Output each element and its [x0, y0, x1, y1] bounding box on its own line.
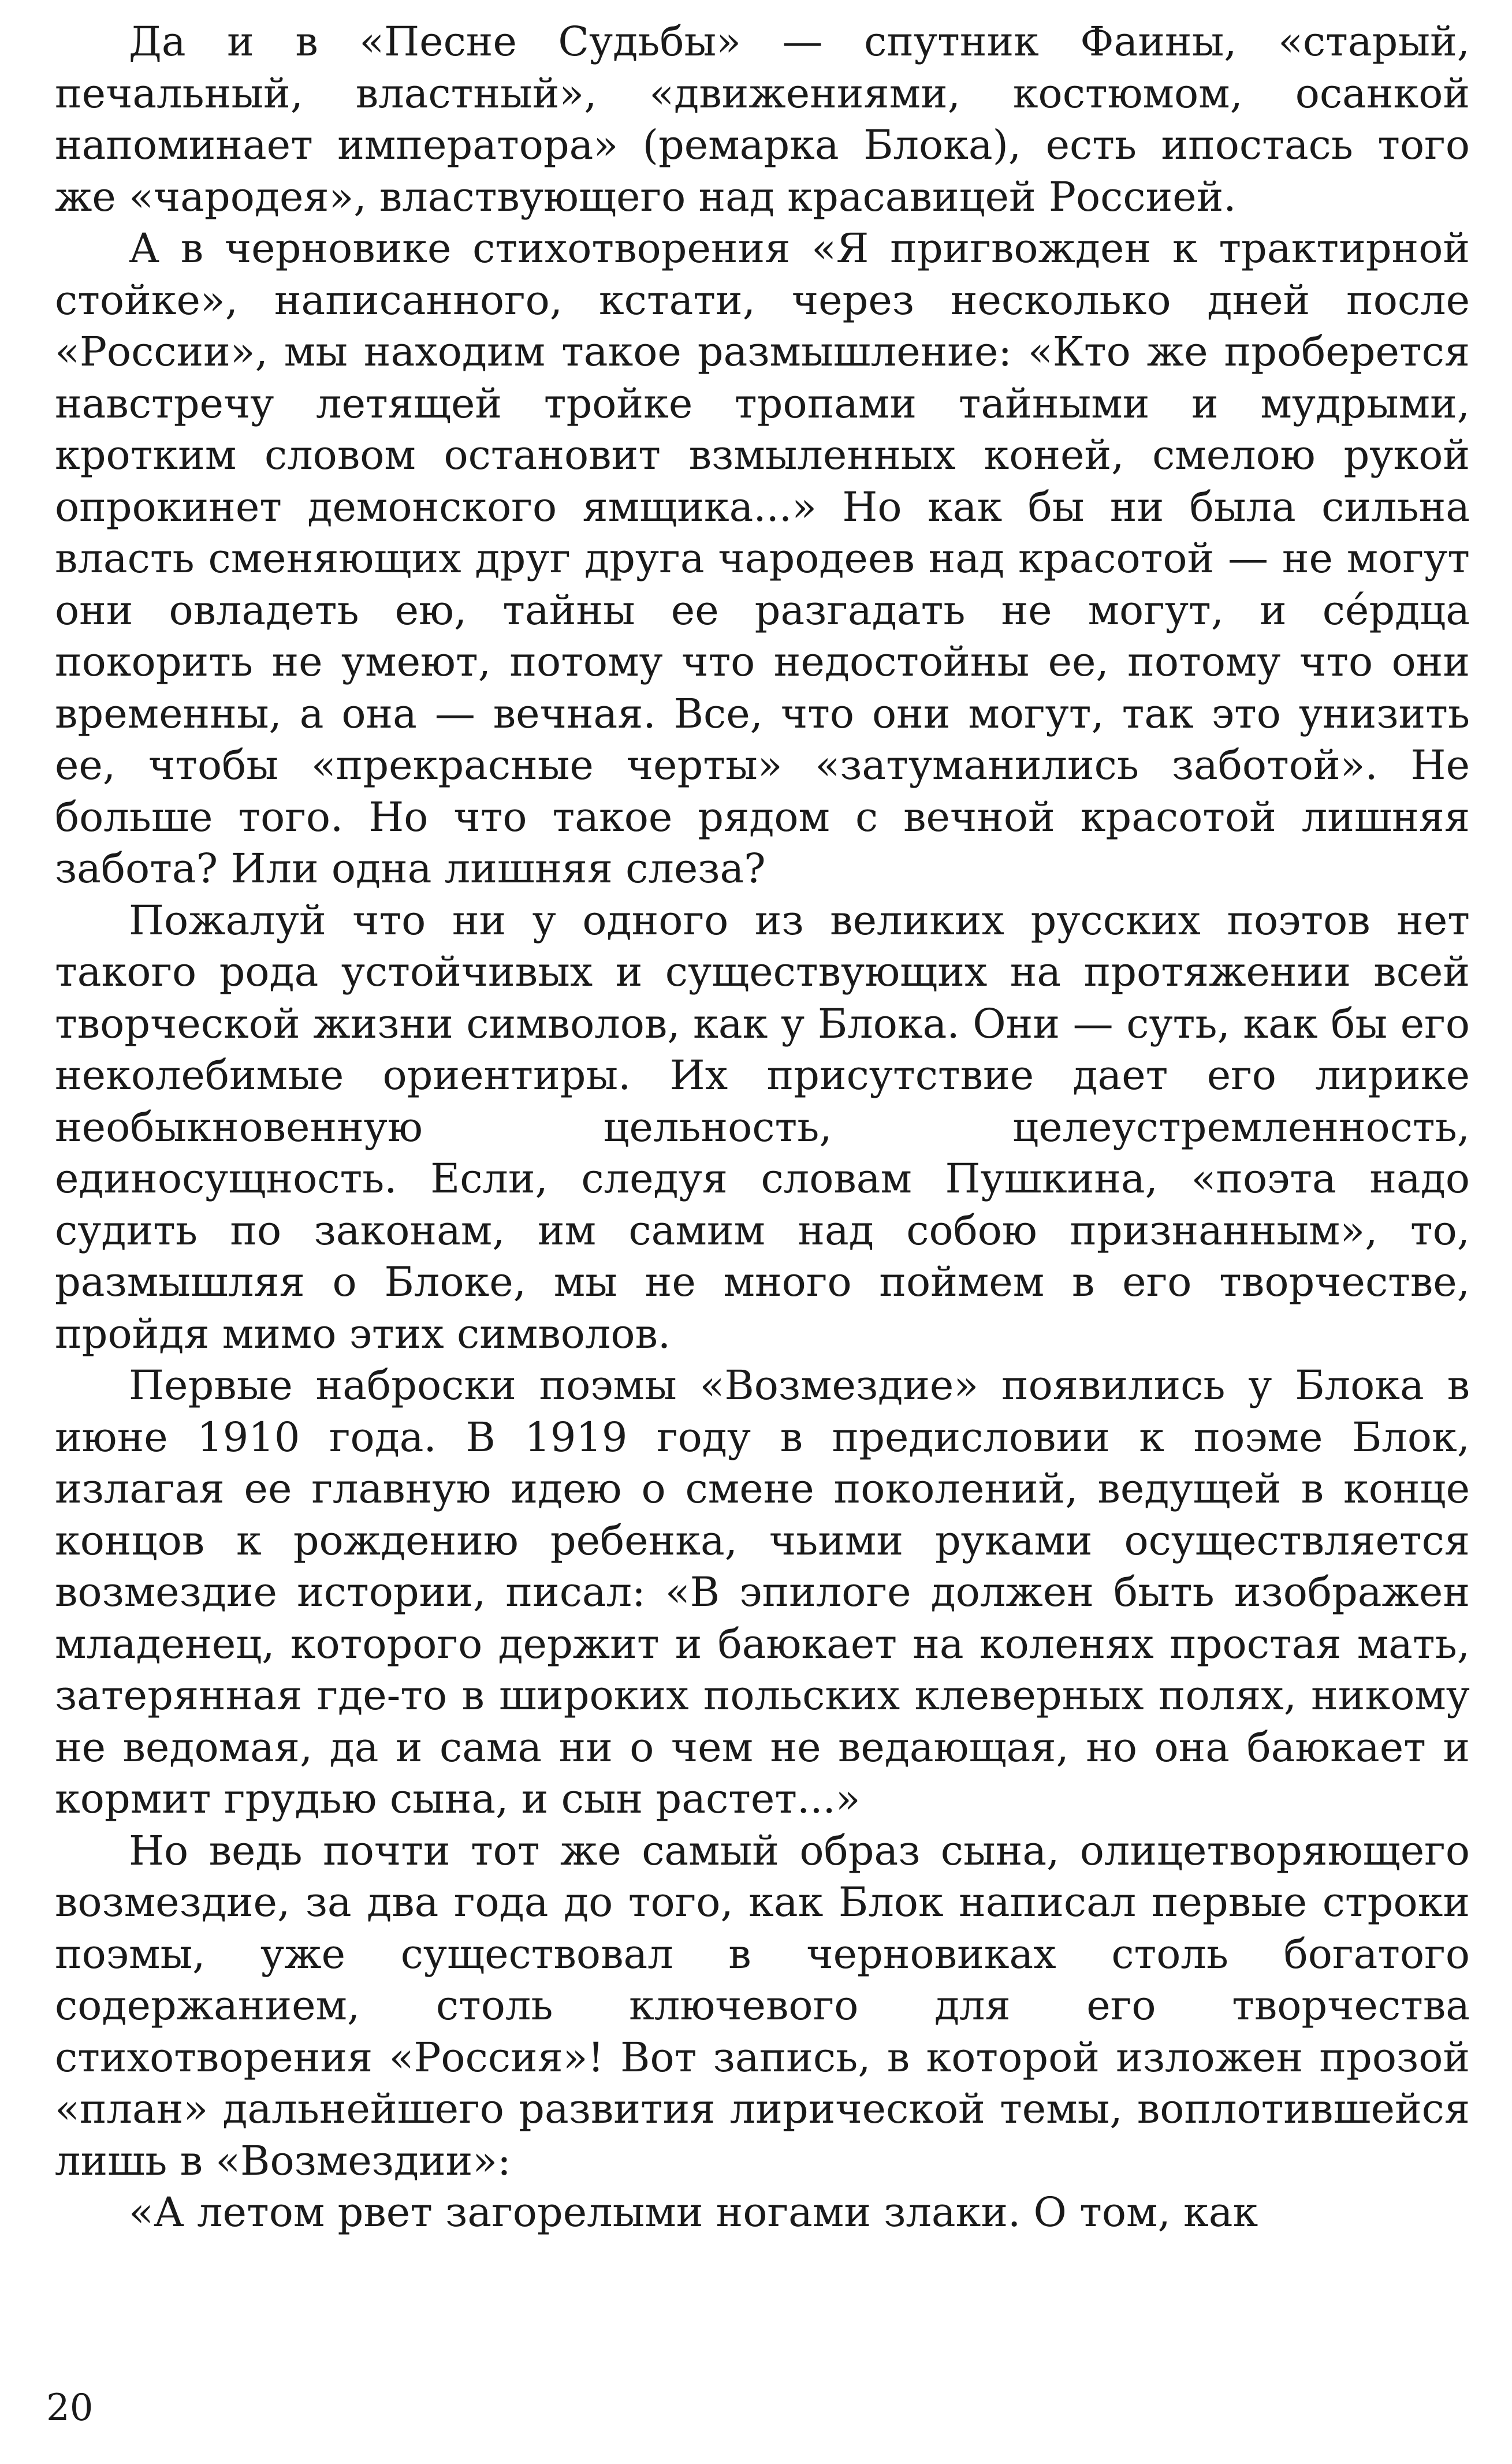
- body-text: [55, 16, 1470, 2239]
- paragraph-1: Да и в «Песне Судьбы» — спутник Фаины, «старый, печальный, властный», «движениями, костюмом, осанкой напоминает императора» (ремарка Блока), есть ипостась того же «чародея», властвующего над красавицей Россией.: [55, 18, 1470, 221]
- page-number: 20: [46, 2387, 94, 2429]
- paragraph-5: Но ведь почти тот же самый образ сына, олицетворяющего возмездие, за два года до того, как Блок написал первые строки поэмы, уже существовал в черновиках столь богатого содержанием, столь ключевого для его творчества стихотворения «Россия»! Вот запись, в которой изложен прозой «план» дальнейшего развития лирической темы, воплотившейся лишь в «Возмездии»:: [55, 1826, 1470, 2185]
- paragraph-6: «А летом рвет загорелыми ногами злаки. О том, как: [129, 2189, 1258, 2236]
- paragraph-2: А в черновике стихотворения «Я пригвожден к трактирной стойке», написанного, кстати, через несколько дней после «России», мы находим такое размышление: «Кто же проберется навстречу летящей тройке тропами тайными и мудрыми, кротким словом остановит взмыленных коней, смелою рукой опрокинет демонского ямщика...» Но как бы ни была сильна власть сменяющих друг друга чародеев над красотой — не могут они овладеть ею, тайны ее разгадать не могут, и се́рдца покорить не умеют, потому что недостойны ее, потому что они временны, а она — вечная. Все, что они могут, так это унизить ее, чтобы «прекрасные черты» «затуманились заботой». Не больше того. Но что такое рядом с вечной красотой лишняя забота? Или одна лишняя слеза?: [55, 225, 1470, 892]
- paragraph-3: Пожалуй что ни у одного из великих русских поэтов нет такого рода устойчивых и существующих на протяжении всей творческой жизни символов, как у Блока. Они — суть, как бы его неколебимые ориентиры. Их присутствие дает его лирике необыкновенную цельность, целеустремленность, единосущность. Если, следуя словам Пушкина, «поэта надо судить по законам, им самим над собою признанным», то, размышляя о Блоке, мы не много поймем в его творчестве, пройдя мимо этих символов.: [55, 896, 1470, 1358]
- paragraph-4: Первые наброски поэмы «Возмездие» появились у Блока в июне 1910 года. В 1919 году в предисловии к поэме Блок, излагая ее главную идею о смене поколений, ведущей в конце концов к рождению ребенка, чьими руками осуществляется возмездие истории, писал: «В эпилоге должен быть изображен младенец, которого держит и баюкает на коленях простая мать, затерянная где-то в широких польских клеверных полях, никому не ведомая, да и сама ни о чем не ведающая, но она баюкает и кормит грудью сына, и сын растет...»: [55, 1362, 1470, 1822]
